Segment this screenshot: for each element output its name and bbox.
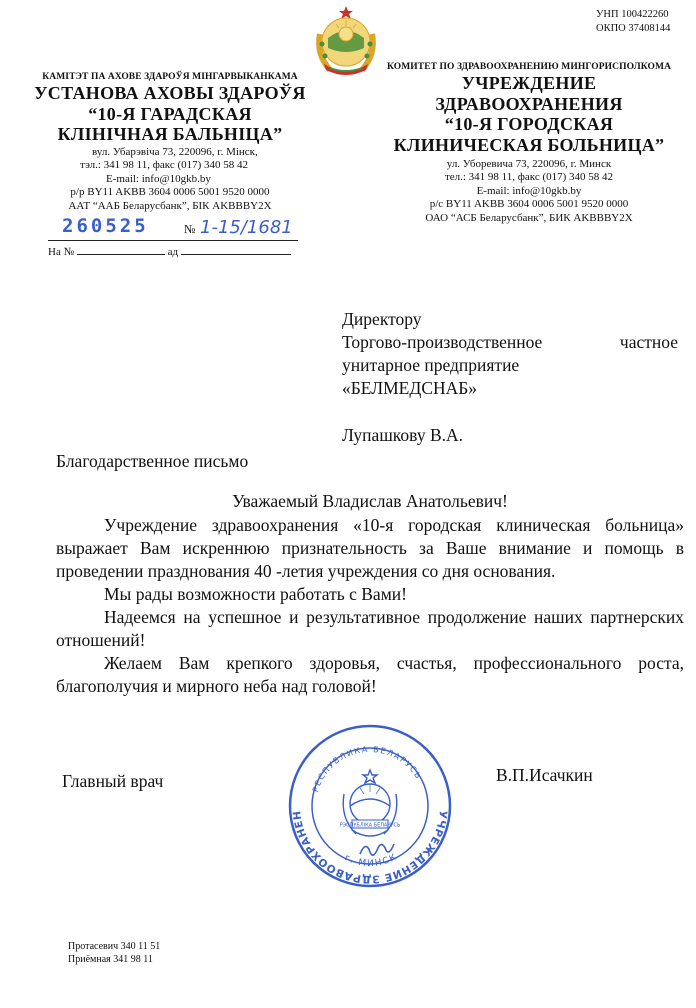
footer-contacts <box>68 940 160 966</box>
header-belarusian <box>30 72 310 213</box>
contacts-be <box>30 146 310 187</box>
addressee-line4: «БЕЛМЕДСНАБ» <box>342 378 478 398</box>
account-ru: р/с BY11 AKBB 3604 0006 5001 9520 0000 <box>429 198 629 211</box>
unp-code: УНП 100422260 <box>596 9 669 20</box>
date-stamp: 260525 <box>62 215 149 237</box>
paragraph-1: Учреждение здравоохранения «10-я городская клиническая больница» выражает Вам искреннюю признательность за Ваше внимание и помощь в проведении празднования 40 -летия учреждения со дня основания. <box>56 515 684 581</box>
reply-from: ад <box>167 246 179 258</box>
seal-top-text: РЕСПУБЛИКА БЕЛАРУСЬ <box>310 744 424 794</box>
registration-number: 1-15/1681 <box>200 217 293 238</box>
account-be: р/р BY11 AKBB 3604 0006 5001 9520 0000 <box>70 186 270 199</box>
org-codes <box>596 8 670 36</box>
phone-be: тэл.: 341 98 11, факс (017) 340 58 42 <box>80 159 249 172</box>
paragraph-4: Желаем Вам крепкого здоровья, счастья, профессионального роста, благополучия и мирного неба над головой! <box>56 653 684 696</box>
seal-outer-text: УЧРЕЖДЕНИЕ ЗДРАВООХРАНЕН <box>291 809 449 886</box>
executor-contact: Протасевич 340 11 51 <box>68 941 161 952</box>
committee-be: КАМІТЭТ ПА АХОВЕ ЗДАРОЎЯ МІНГАРВЫКАНКАМА <box>42 72 298 82</box>
phone-ru: тел.: 341 98 11, факс (017) 340 58 42 <box>444 171 614 184</box>
addressee-line5: Лупашкову В.А. <box>342 425 464 445</box>
salutation: Уважаемый Владислав Анатольевич! <box>232 491 508 511</box>
bank-ru: ОАО “АСБ Беларусбанк”, БИК AKBBBY2X <box>425 211 633 224</box>
handwritten-signature-icon <box>360 844 394 855</box>
reception-contact: Приёмная 341 98 11 <box>68 954 153 965</box>
institution-ru-line3: КЛИНИЧЕСКАЯ БОЛЬНИЦА” <box>393 134 665 155</box>
state-emblem-icon <box>310 4 382 78</box>
letter-body <box>56 514 684 698</box>
address-be: вул. Убарэвіча 73, 220096, г. Мінск, <box>92 145 258 158</box>
bank-be: ААТ “ААБ Беларусбанк”, БІК AKBBBY2X <box>68 199 272 212</box>
registration-line <box>48 216 298 241</box>
institution-ru-line1: УЧРЕЖДЕНИЕ ЗДРАВООХРАНЕНИЯ <box>435 72 623 114</box>
official-seal <box>286 722 454 890</box>
addressee-line2b: частное <box>619 332 678 352</box>
paragraph-2: Мы рады возможности работать с Вами! <box>104 584 407 604</box>
institution-be-line1: УСТАНОВА АХОВЫ ЗДАРОЎЯ <box>34 82 306 103</box>
seal-city: г. МИНСК <box>342 852 400 870</box>
addressee-line3: унитарное предприятие <box>342 355 520 375</box>
reply-line <box>48 246 298 258</box>
seal-icon <box>286 722 454 890</box>
addressee-block <box>342 308 678 447</box>
institution-ru-line2: “10-Я ГОРОДСКАЯ <box>444 114 614 135</box>
address-ru: ул. Уборевича 73, 220096, г. Минск <box>446 157 612 170</box>
signatory-name: В.П.Исачкин <box>496 765 593 785</box>
okpo-code: ОКПО 37408144 <box>596 23 671 34</box>
addressee-line1: Директору <box>342 309 422 329</box>
letter-title: Благодарственное письмо <box>56 451 249 471</box>
email-ru: E-mail: info@10gkb.by <box>476 184 582 197</box>
addressee-line2a: Торгово-производственное <box>342 332 543 352</box>
institution-be-line3: КЛІНІЧНАЯ БАЛЬНІЦА” <box>57 124 283 145</box>
signatory-position: Главный врач <box>62 771 164 791</box>
number-prefix: № <box>184 222 196 236</box>
seal-ribbon-text: РЭСПУБЛІКА БЕЛАРУСЬ <box>339 822 401 829</box>
svg-text:РЕСПУБЛИКА БЕЛАРУСЬ <box>311 745 424 793</box>
committee-ru: КОМИТЕТ ПО ЗДРАВООХРАНЕНИЮ МИНГОРИСПОЛКОМА <box>386 62 672 72</box>
email-be: E-mail: info@10gkb.by <box>106 172 211 185</box>
header-russian <box>384 62 674 225</box>
addressee-line2 <box>342 331 678 354</box>
paragraph-3: Надеемся на успешное и результативное продолжение наших партнерских отношений! <box>56 607 684 650</box>
contacts-ru <box>384 158 674 226</box>
reply-label: На № <box>48 246 75 258</box>
institution-be-line2: “10-Я ГАРАДСКАЯ <box>88 103 252 124</box>
